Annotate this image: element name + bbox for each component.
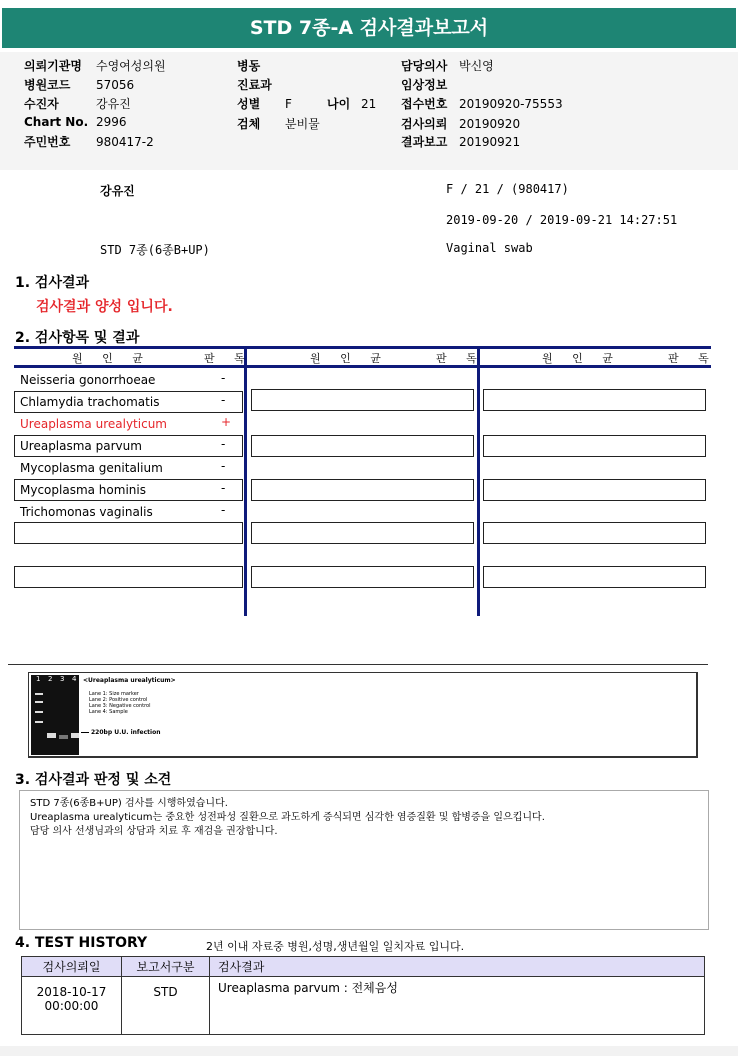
history-type: STD [122, 977, 210, 1035]
header-field: Chart No. 2996 [24, 115, 127, 129]
header-field: 주민번호 980417-2 [24, 135, 154, 149]
result-cell [251, 479, 474, 501]
section-2-title: 2. 검사항목 및 결과 [15, 330, 140, 346]
finding-box [19, 790, 709, 930]
history-header-row [22, 957, 705, 977]
arrow-icon [81, 732, 89, 733]
positive-band [47, 733, 56, 738]
organism-name: Mycoplasma genitalium [20, 461, 163, 475]
marker-band [35, 711, 43, 713]
organism-result: - [221, 371, 226, 385]
marker-band [35, 701, 43, 703]
organism-name: Chlamydia trachomatis [20, 395, 160, 409]
header-field: 의뢰기관명 수영여성의원 [24, 59, 166, 73]
header-field: 임상정보 [401, 78, 448, 92]
lane-label: 3 [60, 675, 65, 683]
patient-test: STD 7종(6종B+UP) [100, 243, 210, 257]
result-cell [483, 566, 706, 588]
col-header-verdict: 판 독 [668, 352, 717, 365]
table-divider [244, 346, 247, 616]
organism-result-positive: + [221, 415, 232, 429]
organism-result: - [221, 459, 226, 473]
organism-name: Ureaplasma parvum [20, 439, 142, 453]
result-cell [251, 522, 474, 544]
table-row [22, 977, 705, 1035]
organism-name: Mycoplasma hominis [20, 483, 146, 497]
marker-band [35, 721, 43, 723]
finding-line: Ureaplasma urealyticum는 중요한 성전파성 질환으로 과도하게 증식되면 심각한 염증질환 및 합병증을 일으킵니다. [30, 812, 545, 823]
result-cell [14, 566, 243, 588]
result-cell [483, 435, 706, 457]
table-top-rule [14, 346, 711, 349]
gel-image-panel [28, 672, 698, 758]
result-cell [251, 435, 474, 457]
result-summary: 검사결과 양성 입니다. [36, 299, 173, 315]
patient-specimen: Vaginal swab [446, 241, 533, 255]
history-date: 2018-10-17 [36, 985, 107, 999]
lane-label: 4 [72, 675, 77, 683]
header-field: 결과보고 20190921 [401, 135, 521, 149]
lane-label: 1 [36, 675, 41, 683]
history-note: 2년 이내 자료중 병원,성명,생년월일 일치자료 입니다. [206, 940, 465, 953]
result-cell [483, 389, 706, 411]
lane-label: 2 [48, 675, 53, 683]
history-time: 00:00:00 [44, 999, 99, 1013]
divider [8, 664, 708, 665]
finding-line: STD 7종(6종B+UP) 검사를 시행하였습니다. [30, 798, 228, 809]
result-cell [483, 522, 706, 544]
history-table [21, 956, 705, 1035]
gel-legend: Lane 2: Positive control [89, 697, 148, 703]
organism-result: - [221, 393, 226, 407]
organism-name-positive: Ureaplasma urealyticum [20, 417, 167, 431]
organism-name: Trichomonas vaginalis [20, 505, 153, 519]
col-header-verdict: 판 독 [204, 352, 253, 365]
result-cell [251, 389, 474, 411]
header-field: 담당의사 박신영 [401, 59, 494, 73]
gel-legend: Lane 3: Negative control [89, 703, 151, 709]
gel-legend: Lane 4: Sample [89, 709, 128, 715]
finding-line: 담당 의사 선생님과의 상담과 치료 후 재검을 권장합니다. [30, 826, 278, 837]
header-field: 병동 [237, 59, 261, 73]
band-label: 220bp U.U. infection [91, 729, 161, 736]
report-title: STD 7종-A 검사결과보고서 [2, 8, 736, 48]
report-header [0, 52, 738, 170]
organism-result: - [221, 437, 226, 451]
result-cell [251, 566, 474, 588]
patient-name: 강유진 [100, 184, 135, 198]
col-header-verdict: 판 독 [436, 352, 485, 365]
gel-electrophoresis-image [31, 675, 79, 755]
history-col-type: 보고서구분 [122, 957, 210, 977]
gel-legend: Lane 1: Size marker [89, 691, 139, 697]
table-divider [477, 346, 480, 616]
header-field: 검사의뢰 20190920 [401, 117, 521, 131]
organism-name: Neisseria gonorrhoeae [20, 373, 156, 387]
gel-title: <Ureaplasma urealyticum> [83, 677, 176, 684]
col-header-pathogen: 원 인 균 [72, 352, 151, 365]
result-cell [483, 479, 706, 501]
section-4-title: 4. TEST HISTORY [15, 935, 148, 951]
header-field-age: 나이 21 [327, 97, 377, 111]
header-field: 검체 분비물 [237, 117, 320, 131]
section-3-title: 3. 검사결과 판정 및 소견 [15, 772, 172, 788]
negative-band [59, 735, 68, 739]
sample-band [71, 733, 79, 738]
header-field: 병원코드 57056 [24, 78, 135, 92]
history-result: Ureaplasma parvum : 전체음성 [210, 977, 705, 1035]
organism-result: - [221, 503, 226, 517]
patient-dates: 2019-09-20 / 2019-09-21 14:27:51 [446, 213, 678, 227]
header-field: 진료과 [237, 78, 272, 92]
history-col-date: 검사의뢰일 [22, 957, 122, 977]
marker-band [35, 693, 43, 695]
header-field: 성별 F [237, 97, 292, 111]
history-date-cell [22, 977, 122, 1035]
header-field: 수진자 강유진 [24, 97, 131, 111]
header-field: 접수번호 20190920-75553 [401, 97, 563, 111]
result-cell [14, 522, 243, 544]
col-header-pathogen: 원 인 균 [542, 352, 621, 365]
patient-sex-age: F / 21 / (980417) [446, 182, 569, 196]
organism-result: - [221, 481, 226, 495]
section-1-title: 1. 검사결과 [15, 275, 90, 291]
col-header-pathogen: 원 인 균 [310, 352, 389, 365]
history-col-result: 검사결과 [210, 957, 705, 977]
